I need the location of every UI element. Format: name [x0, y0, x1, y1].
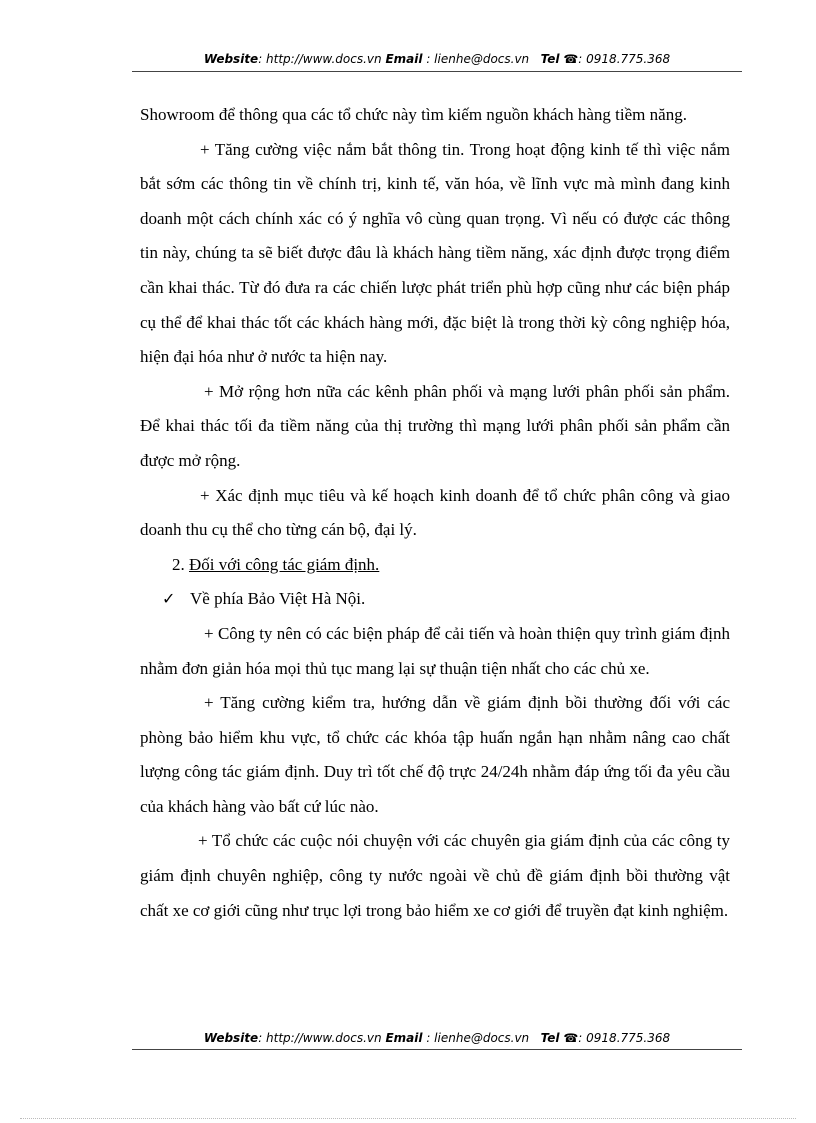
footer-website-value: : http://www.docs.vn — [258, 1031, 382, 1045]
footer-website-label: Website — [203, 1031, 259, 1045]
footer-tel-label: Tel — [540, 1031, 560, 1045]
section-heading — [140, 548, 730, 583]
page-bottom-dotted-line — [20, 1118, 796, 1119]
checkmark-icon: ✓ — [162, 589, 176, 609]
header-website-value: : http://www.docs.vn — [258, 52, 382, 66]
footer-tel-value: : 0918.775.368 — [578, 1031, 671, 1045]
header-email-label: Email — [385, 52, 423, 66]
bullet-text: Về phía Bảo Việt Hà Nội. — [190, 589, 366, 609]
page-header — [132, 52, 742, 66]
header-tel-value: : 0918.775.368 — [578, 52, 671, 66]
phone-icon: ☎ — [563, 1031, 579, 1045]
header-rule — [132, 71, 742, 72]
phone-icon: ☎ — [563, 52, 579, 66]
paragraph-6: + Tăng cường kiểm tra, hướng dẫn về giám định bồi thường đối với các phòng bảo hiểm khu vực, tổ chức các khóa tập huấn ngắn hạn nhằm nâng cao chất lượng công tác giám định. Duy trì tốt chế độ trực 24/24h nhằm đáp ứng tối đa yêu cầu của khách hàng vào bất cứ lúc nào. — [140, 693, 730, 816]
footer-email-value: : lienhe@docs.vn — [426, 1031, 530, 1045]
header-website-label: Website — [203, 52, 259, 66]
heading-text: Đối với công tác giám định. — [189, 554, 380, 574]
bullet-item — [140, 582, 730, 617]
header-tel-label: Tel — [540, 52, 560, 66]
header-email-value: : lienhe@docs.vn — [426, 52, 530, 66]
document-body — [140, 98, 730, 928]
paragraph-3: + Mở rộng hơn nữa các kênh phân phối và mạng lưới phân phối sản phẩm. Để khai thác tối đa tiềm năng của thị trường thì mạng lưới phân phối sản phẩm cần được mở rộng. — [140, 381, 730, 470]
paragraph-1: Showroom để thông qua các tổ chức này tìm kiếm nguồn khách hàng tiềm năng. — [140, 105, 687, 124]
paragraph-4: + Xác định mục tiêu và kế hoạch kinh doanh để tổ chức phân công và giao doanh thu cụ thể cho từng cán bộ, đại lý. — [140, 485, 730, 540]
paragraph-5: + Công ty nên có các biện pháp để cải tiến và hoàn thiện quy trình giám định nhằm đơn giản hóa mọi thủ tục mang lại sự thuận tiện nhất cho các chủ xe. — [140, 623, 730, 678]
footer-email-label: Email — [385, 1031, 423, 1045]
page-footer — [132, 1031, 742, 1045]
heading-number: 2. — [172, 554, 185, 574]
footer-rule — [132, 1049, 742, 1050]
paragraph-7: + Tổ chức các cuộc nói chuyện với các chuyên gia giám định của các công ty giám định chuyên nghiệp, công ty nước ngoài về chủ đề giám định bồi thường vật chất xe cơ giới cũng như trục lợi trong bảo hiểm xe cơ giới để truyền đạt kinh nghiệm. — [140, 831, 730, 920]
paragraph-2: + Tăng cường việc nắm bắt thông tin. Trong hoạt động kinh tế thì việc nắm bắt sớm các thông tin về chính trị, kinh tế, văn hóa, về lĩnh vực mà mình đang kinh doanh một cách chính xác có ý nghĩa vô cùng quan trọng. Vì nếu có được các thông tin này, chúng ta sẽ biết được đâu là khách hàng tiềm năng, xác định được trọng điểm cần khai thác. Từ đó đưa ra các chiến lược phát triển phù hợp cũng như các biện pháp cụ thể để khai thác tốt các khách hàng mới, đặc biệt là trong thời kỳ công nghiệp hóa, hiện đại hóa như ở nước ta hiện nay. — [140, 139, 730, 367]
